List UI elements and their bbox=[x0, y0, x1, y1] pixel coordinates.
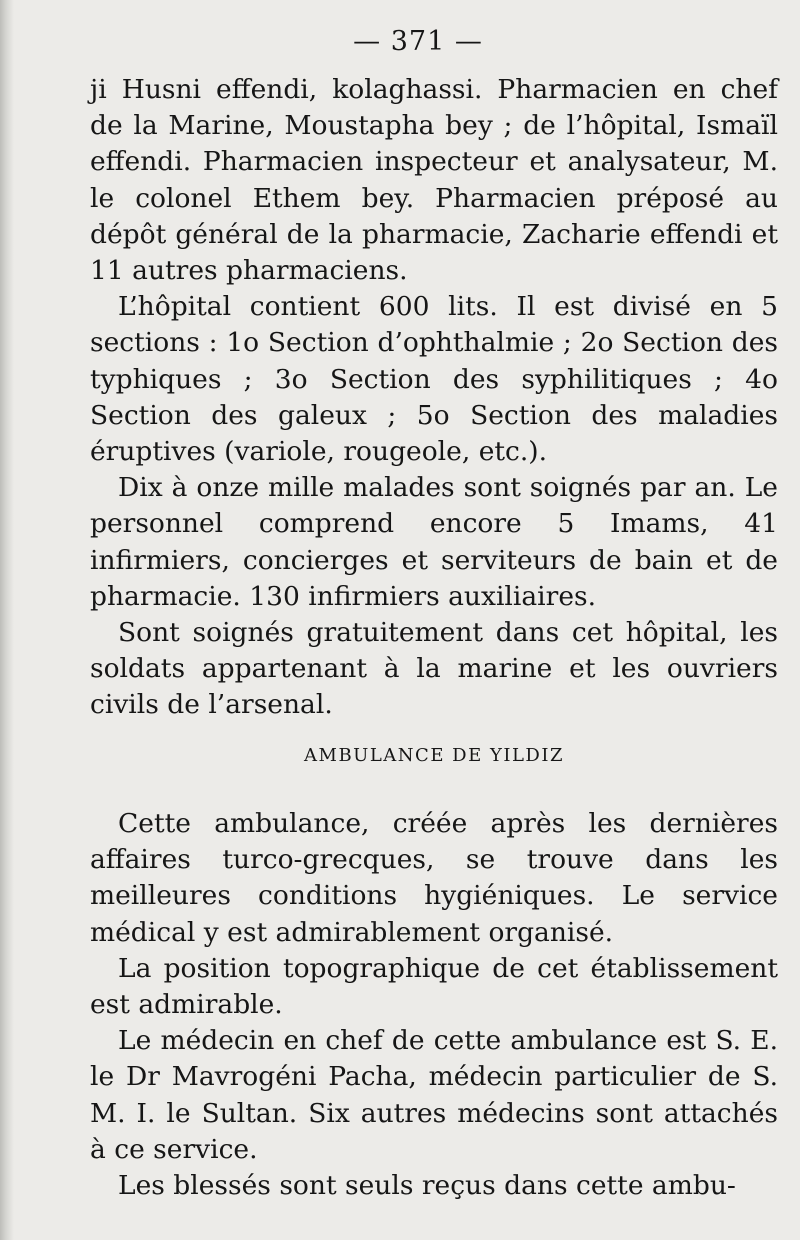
paragraph-hospital-sections: L’hôpital contient 600 lits. Il est divisé en 5 sections : 1o Section d’ophthalmie ; 2o Section des typhiques ; 3o Section des syphilitiques ; 4o Section des galeux ; 5o Section des maladies éruptives (variole, rougeole, etc.). bbox=[90, 291, 778, 468]
page-number: — 371 — bbox=[353, 26, 483, 57]
paragraph-wounded: Les blessés sont seuls reçus dans cette ambu- bbox=[118, 1170, 736, 1202]
page-gutter-shadow bbox=[0, 0, 14, 1240]
paragraph-ambulance-creation: Cette ambulance, créée après les dernières affaires turco-grecques, se trouve dans les meilleures conditions hygiéniques. Le service médical y est admirablement organisé. bbox=[90, 808, 778, 948]
text-section-ambulance bbox=[90, 806, 778, 1204]
paragraph-position: La position topographique de cet établissement est admirable. bbox=[90, 952, 778, 1021]
paragraph-chief-physician: Le médecin en chef de cette ambulance est S. E. le Dr Mavrogéni Pacha, médecin particulier de S. M. I. le Sultan. Six autres médecins sont attachés à ce service. bbox=[90, 1025, 778, 1165]
paragraph-pharmacists: ji Husni effendi, kolaghassi. Pharmacien en chef de la Marine, Moustapha bey ; de l’hôpital, Ismaïl effendi. Pharmacien inspecteur et analysateur, M. le colonel Ethem bey. Pharmacien préposé au dépôt général de la pharmacie, Zacharie effendi et 11 autres pharmaciens. bbox=[90, 74, 778, 287]
paragraph-free-care: Sont soignés gratuitement dans cet hôpital, les soldats appartenant à la marine et les ouvriers civils de l’arsenal. bbox=[90, 617, 778, 721]
paragraph-patients-staff: Dix à onze mille malades sont soignés par an. Le personnel comprend encore 5 Imams, 41 infirmiers, concierges et serviteurs de bain et de pharmacie. 130 infirmiers auxiliaires. bbox=[90, 472, 778, 612]
section-heading: AMBULANCE DE YILDIZ bbox=[304, 745, 564, 766]
text-section-pharmacists bbox=[90, 72, 778, 724]
